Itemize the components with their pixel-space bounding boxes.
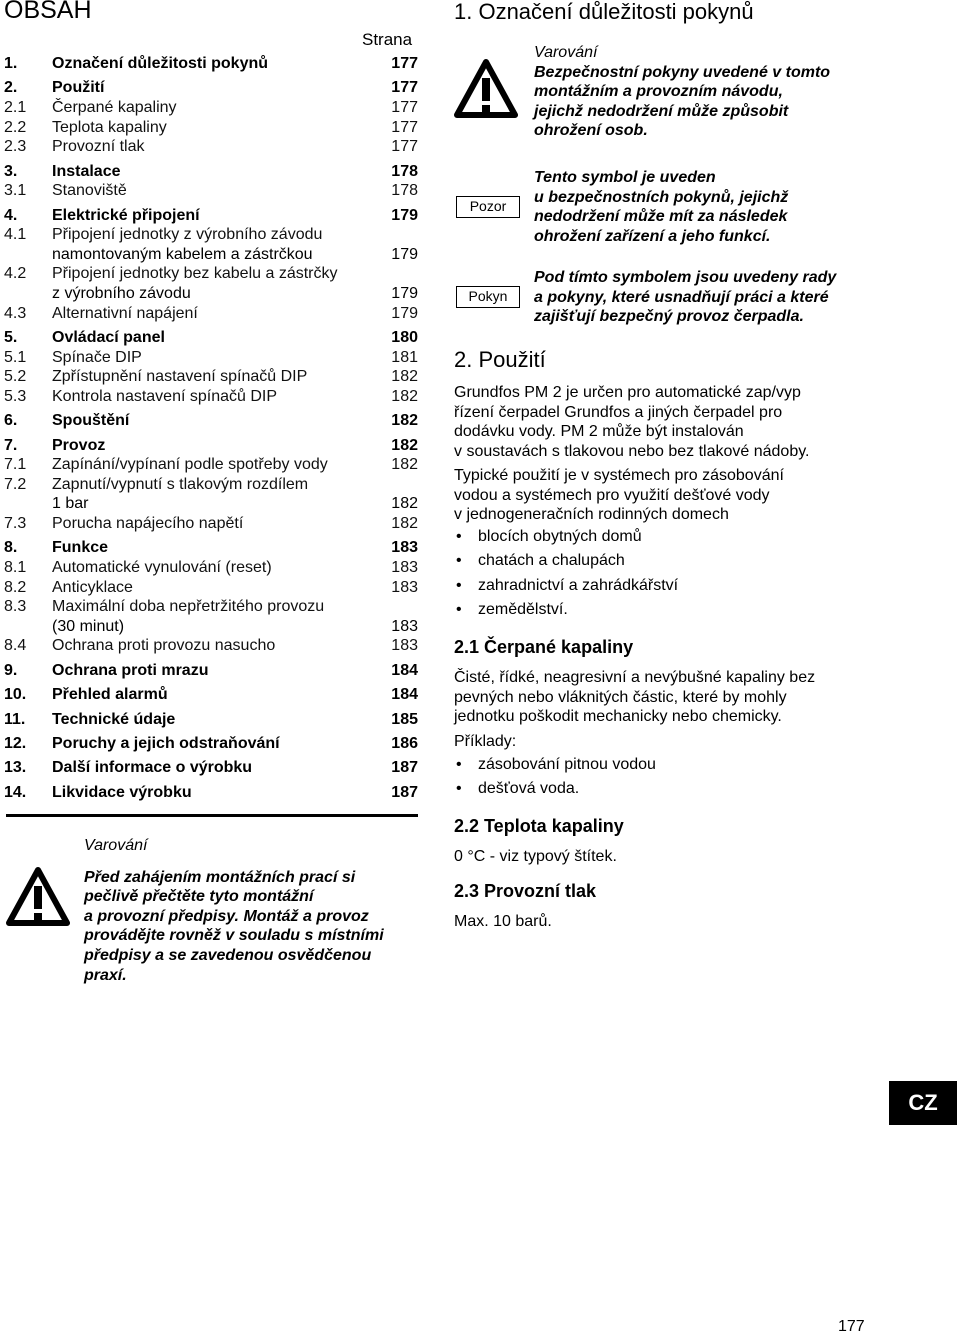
toc-number: 8.3 (4, 598, 27, 616)
caution-line: nedodržení může mít za následek (534, 208, 788, 226)
toc-number: 7. (4, 436, 18, 454)
list-item: • blocích obytných domů (454, 525, 874, 549)
toc-entry-text: Provoz (52, 436, 106, 454)
toc-page-number: 177 (391, 99, 418, 116)
toc-page-number: 183 (391, 637, 418, 655)
toc-row (0, 137, 420, 157)
list-item: • zemědělství. (454, 598, 874, 622)
toc-entry-text: Elektrické připojení (52, 206, 200, 224)
left-warning (84, 836, 424, 985)
toc-entry-text: Maximální doba nepřetržitého provozu (52, 598, 325, 616)
toc-page-number: 183 (391, 617, 418, 635)
toc-number: 3. (4, 162, 18, 180)
toc-row (0, 636, 420, 656)
section-2-para-2 (454, 466, 874, 525)
toc-row (0, 514, 420, 534)
toc-row (0, 558, 420, 578)
toc-number: 13. (4, 759, 27, 777)
toc-page-number: 184 (391, 661, 418, 679)
toc-entry-text: Ovládací panel (52, 329, 165, 346)
toc-entry-text: namontovaným kabelem a zástrčkou (52, 245, 313, 263)
toc-number: 12. (4, 735, 27, 752)
text-line: jednotku poškodit mechanicky nebo chemicky. (454, 708, 782, 726)
toc-entry-text: Zapnutí/vypnutí s tlakovým rozdílem (52, 475, 309, 493)
section-2-3-title: 2.3 Provozní tlak (454, 881, 597, 901)
left-warning-line: Před zahájením montážních prací si (84, 868, 356, 886)
left-warning-line: předpisy a se zavedenou osvědčenou (84, 946, 372, 964)
toc-entry-text: Čerpané kapaliny (52, 99, 177, 116)
toc-page-number: 182 (391, 456, 418, 474)
toc-number: 8.2 (4, 578, 27, 596)
toc-page-number: 185 (391, 710, 418, 728)
toc-number: 2. (4, 79, 18, 97)
toc-entry-text: Použití (52, 79, 105, 97)
toc-number: 5.3 (4, 387, 27, 405)
toc-row (0, 455, 420, 475)
toc-number: 3.1 (4, 182, 27, 200)
page-number: 177 (838, 1318, 865, 1335)
section-1-warning-line: Bezpečnostní pokyny uvedené v tomto (534, 63, 831, 81)
toc-number: 7.1 (4, 456, 27, 474)
section-1-title: 1. Označení důležitosti pokynů (454, 0, 754, 24)
toc-number: 2.2 (4, 118, 27, 136)
toc-number: 2.3 (4, 138, 27, 156)
toc-row (0, 98, 420, 118)
toc-page-number: 183 (391, 559, 418, 576)
section-1-note (534, 268, 884, 327)
toc-number: 14. (4, 783, 27, 801)
toc-entry-text: Spínače DIP (52, 348, 142, 366)
list-item: • zásobování pitnou vodou (454, 753, 874, 777)
toc-entry-text: Ochrana proti mrazu (52, 661, 209, 679)
toc-row (0, 436, 420, 456)
toc-entry-text: Likvidace výrobku (52, 783, 192, 801)
toc-row (0, 661, 420, 681)
note-tag: Pokyn (456, 286, 520, 308)
section-1-warning-line: ohrožení osob. (534, 122, 648, 140)
toc-number: 5.1 (4, 348, 27, 366)
toc-page-number: 182 (391, 368, 418, 386)
section-2-para-1 (454, 383, 874, 461)
toc-page-number: 179 (391, 285, 418, 302)
section-2-1-para (454, 668, 874, 727)
warning-icon (454, 58, 518, 120)
list-item: • chatách a chalupách (454, 549, 874, 573)
toc-page-number: 187 (391, 783, 418, 801)
toc-entry-text: Ochrana proti provozu nasucho (52, 637, 276, 655)
toc-number: 7.3 (4, 515, 27, 532)
left-warning-line: a provozní předpisy. Montáž a provoz (84, 907, 369, 925)
text-line: Grundfos PM 2 je určen pro automatické zap/vyp (454, 384, 801, 401)
toc-entry-text: Spouštění (52, 412, 130, 430)
left-warning-line: provádějte rovněž v souladu s místními (84, 927, 384, 945)
section-1-warning-line: montážním a provozním návodu, (534, 83, 783, 101)
toc-number: 2.1 (4, 99, 27, 116)
toc-page-number: 177 (391, 118, 418, 136)
toc-page-number: 177 (391, 79, 418, 97)
table-of-contents (0, 0, 430, 810)
toc-page-number: 181 (391, 348, 418, 366)
toc-row (0, 162, 420, 182)
toc-entry-text: Funkce (52, 539, 109, 557)
toc-row (0, 328, 420, 348)
toc-entry-text: Stanoviště (52, 182, 127, 200)
toc-row (0, 783, 420, 803)
toc-row (0, 304, 420, 324)
toc-page-number: 178 (391, 162, 418, 180)
toc-row (0, 78, 420, 98)
text-line: Typické použití je v systémech pro zásobování (454, 467, 784, 484)
section-2-2-text: 0 °C - viz typový štítek. (454, 848, 617, 865)
toc-entry-text: Technické údaje (52, 710, 176, 728)
section-2-1-bullets (454, 753, 874, 802)
toc-page-number: 182 (391, 387, 418, 405)
toc-row (0, 206, 420, 226)
caution-line: u bezpečnostních pokynů, jejichž (534, 188, 789, 206)
toc-number: 5.2 (4, 368, 27, 386)
toc-page-number: 183 (391, 539, 418, 557)
toc-number: 9. (4, 661, 18, 679)
toc-row (0, 538, 420, 558)
toc-row (0, 758, 420, 778)
toc-page-number: 179 (391, 304, 418, 322)
toc-title: OBSAH (4, 0, 92, 24)
toc-number: 4.3 (4, 304, 27, 322)
section-2-title: 2. Použití (454, 347, 546, 372)
toc-entry-text: Další informace o výrobku (52, 759, 253, 777)
caution-line: ohrožení zařízení a jeho funkcí. (534, 227, 771, 245)
toc-number: 4.1 (4, 226, 27, 244)
toc-entry-text: Automatické vynulování (reset) (52, 559, 272, 576)
toc-page-number: 187 (391, 759, 418, 777)
text-line: pevných nebo vláknitých částic, které by mohly (454, 688, 787, 706)
toc-number: 8.1 (4, 559, 27, 576)
toc-entry-text: Provozní tlak (52, 138, 145, 156)
toc-number: 4.2 (4, 265, 27, 283)
toc-entry-text: Poruchy a jejich odstraňování (52, 735, 280, 752)
toc-row (0, 367, 420, 387)
toc-row (0, 264, 420, 284)
text-line: v jednogeneračních rodinných domech (454, 506, 729, 524)
section-2-bullets (454, 525, 874, 623)
toc-entry-text: z výrobního závodu (52, 285, 191, 302)
language-badge: CZ (889, 1081, 957, 1125)
toc-number: 10. (4, 686, 27, 704)
toc-page-number: 182 (391, 412, 418, 430)
toc-number: 4. (4, 206, 18, 224)
toc-row (0, 118, 420, 138)
text-line: řízení čerpadel Grundfos a jiných čerpadel pro (454, 403, 783, 421)
toc-entry-text: Anticyklace (52, 578, 133, 596)
toc-entry-text: Instalace (52, 162, 121, 180)
toc-page-number: 179 (391, 245, 418, 263)
toc-entry-text: Zapínání/vypínaní podle spotřeby vody (52, 456, 328, 474)
divider (6, 814, 418, 817)
toc-page-number: 178 (391, 182, 418, 200)
note-line: a pokyny, které usnadňují práci a které (534, 288, 829, 306)
text-line: vodou a systémech pro využití dešťové vody (454, 486, 770, 504)
toc-entry-text: 1 bar (52, 495, 89, 513)
toc-row (0, 387, 420, 407)
section-1-caution (534, 168, 874, 246)
list-item: • zahradnictví a zahrádkářství (454, 574, 874, 598)
toc-page-header: Strana (362, 30, 413, 49)
toc-page-number: 177 (391, 138, 418, 156)
left-warning-lead: Varování (84, 837, 148, 854)
section-1-warning (534, 43, 874, 141)
toc-entry-text: Porucha napájecího napětí (52, 515, 244, 532)
text-line: v soustavách s tlakovou nebo bez tlakové nádoby. (454, 442, 810, 460)
left-warning-line: praxí. (84, 966, 127, 984)
toc-row (0, 578, 420, 598)
left-warning-line: pečlivě přečtěte tyto montážní (84, 888, 314, 906)
toc-page-number: 182 (391, 495, 418, 513)
toc-row (0, 245, 420, 265)
note-line: Pod tímto symbolem jsou uvedeny rady (534, 269, 837, 286)
section-2-1-title: 2.1 Čerpané kapaliny (454, 637, 634, 657)
section-2-2-title: 2.2 Teplota kapaliny (454, 816, 624, 836)
toc-page-number: 180 (391, 329, 418, 346)
text-line: Čisté, řídké, neagresivní a nevýbušné kapaliny bez (454, 669, 816, 686)
toc-entry-text: Přehled alarmů (52, 686, 168, 704)
toc-page-number: 182 (391, 515, 418, 532)
toc-number: 11. (4, 710, 26, 728)
toc-number: 8.4 (4, 637, 27, 655)
toc-entry-text: Zpřístupnění nastavení spínačů DIP (52, 368, 308, 386)
toc-row (0, 617, 420, 637)
toc-row (0, 475, 420, 495)
toc-row (0, 284, 420, 304)
section-2-3-text: Max. 10 barů. (454, 913, 552, 930)
toc-row (0, 734, 420, 754)
toc-row (0, 685, 420, 705)
section-2-1-examples-label: Příklady: (454, 733, 517, 750)
toc-page-number: 184 (391, 686, 418, 704)
toc-row (0, 54, 420, 74)
toc-number: 7.2 (4, 475, 27, 493)
toc-row (0, 597, 420, 617)
toc-page-number: 179 (391, 206, 418, 224)
toc-entry-text: Teplota kapaliny (52, 118, 167, 136)
list-item: • dešťová voda. (454, 777, 874, 801)
left-warning-body (84, 868, 424, 986)
toc-page-number: 183 (391, 578, 418, 596)
toc-entry-text: Připojení jednotky z výrobního závodu (52, 226, 323, 244)
caution-tag: Pozor (456, 196, 520, 218)
toc-row (0, 494, 420, 514)
section-1-warning-lead: Varování (534, 44, 598, 61)
toc-page-number: 186 (391, 735, 418, 752)
section-1-warning-line: jejichž nedodržení může způsobit (534, 102, 789, 120)
toc-entry-text: Připojení jednotky bez kabelu a zástrčky (52, 265, 338, 283)
note-line: zajišťují bezpečný provoz čerpadla. (534, 308, 804, 326)
toc-entry-text: (30 minut) (52, 617, 125, 635)
toc-row (0, 348, 420, 368)
caution-line: Tento symbol je uveden (534, 169, 716, 186)
toc-page-number: 177 (391, 55, 418, 72)
text-line: dodávku vody. PM 2 může být instalován (454, 423, 744, 441)
toc-row (0, 411, 420, 431)
toc-entry-text: Alternativní napájení (52, 304, 198, 322)
toc-number: 1. (4, 55, 18, 72)
toc-number: 6. (4, 412, 18, 430)
toc-row (0, 181, 420, 201)
warning-icon (6, 866, 70, 928)
toc-number: 8. (4, 539, 18, 557)
toc-entry-text: Kontrola nastavení spínačů DIP (52, 387, 278, 405)
toc-row (0, 710, 420, 730)
toc-row (0, 225, 420, 245)
toc-entry-text: Označení důležitosti pokynů (52, 55, 269, 72)
toc-number: 5. (4, 329, 18, 346)
toc-page-number: 182 (391, 436, 418, 454)
